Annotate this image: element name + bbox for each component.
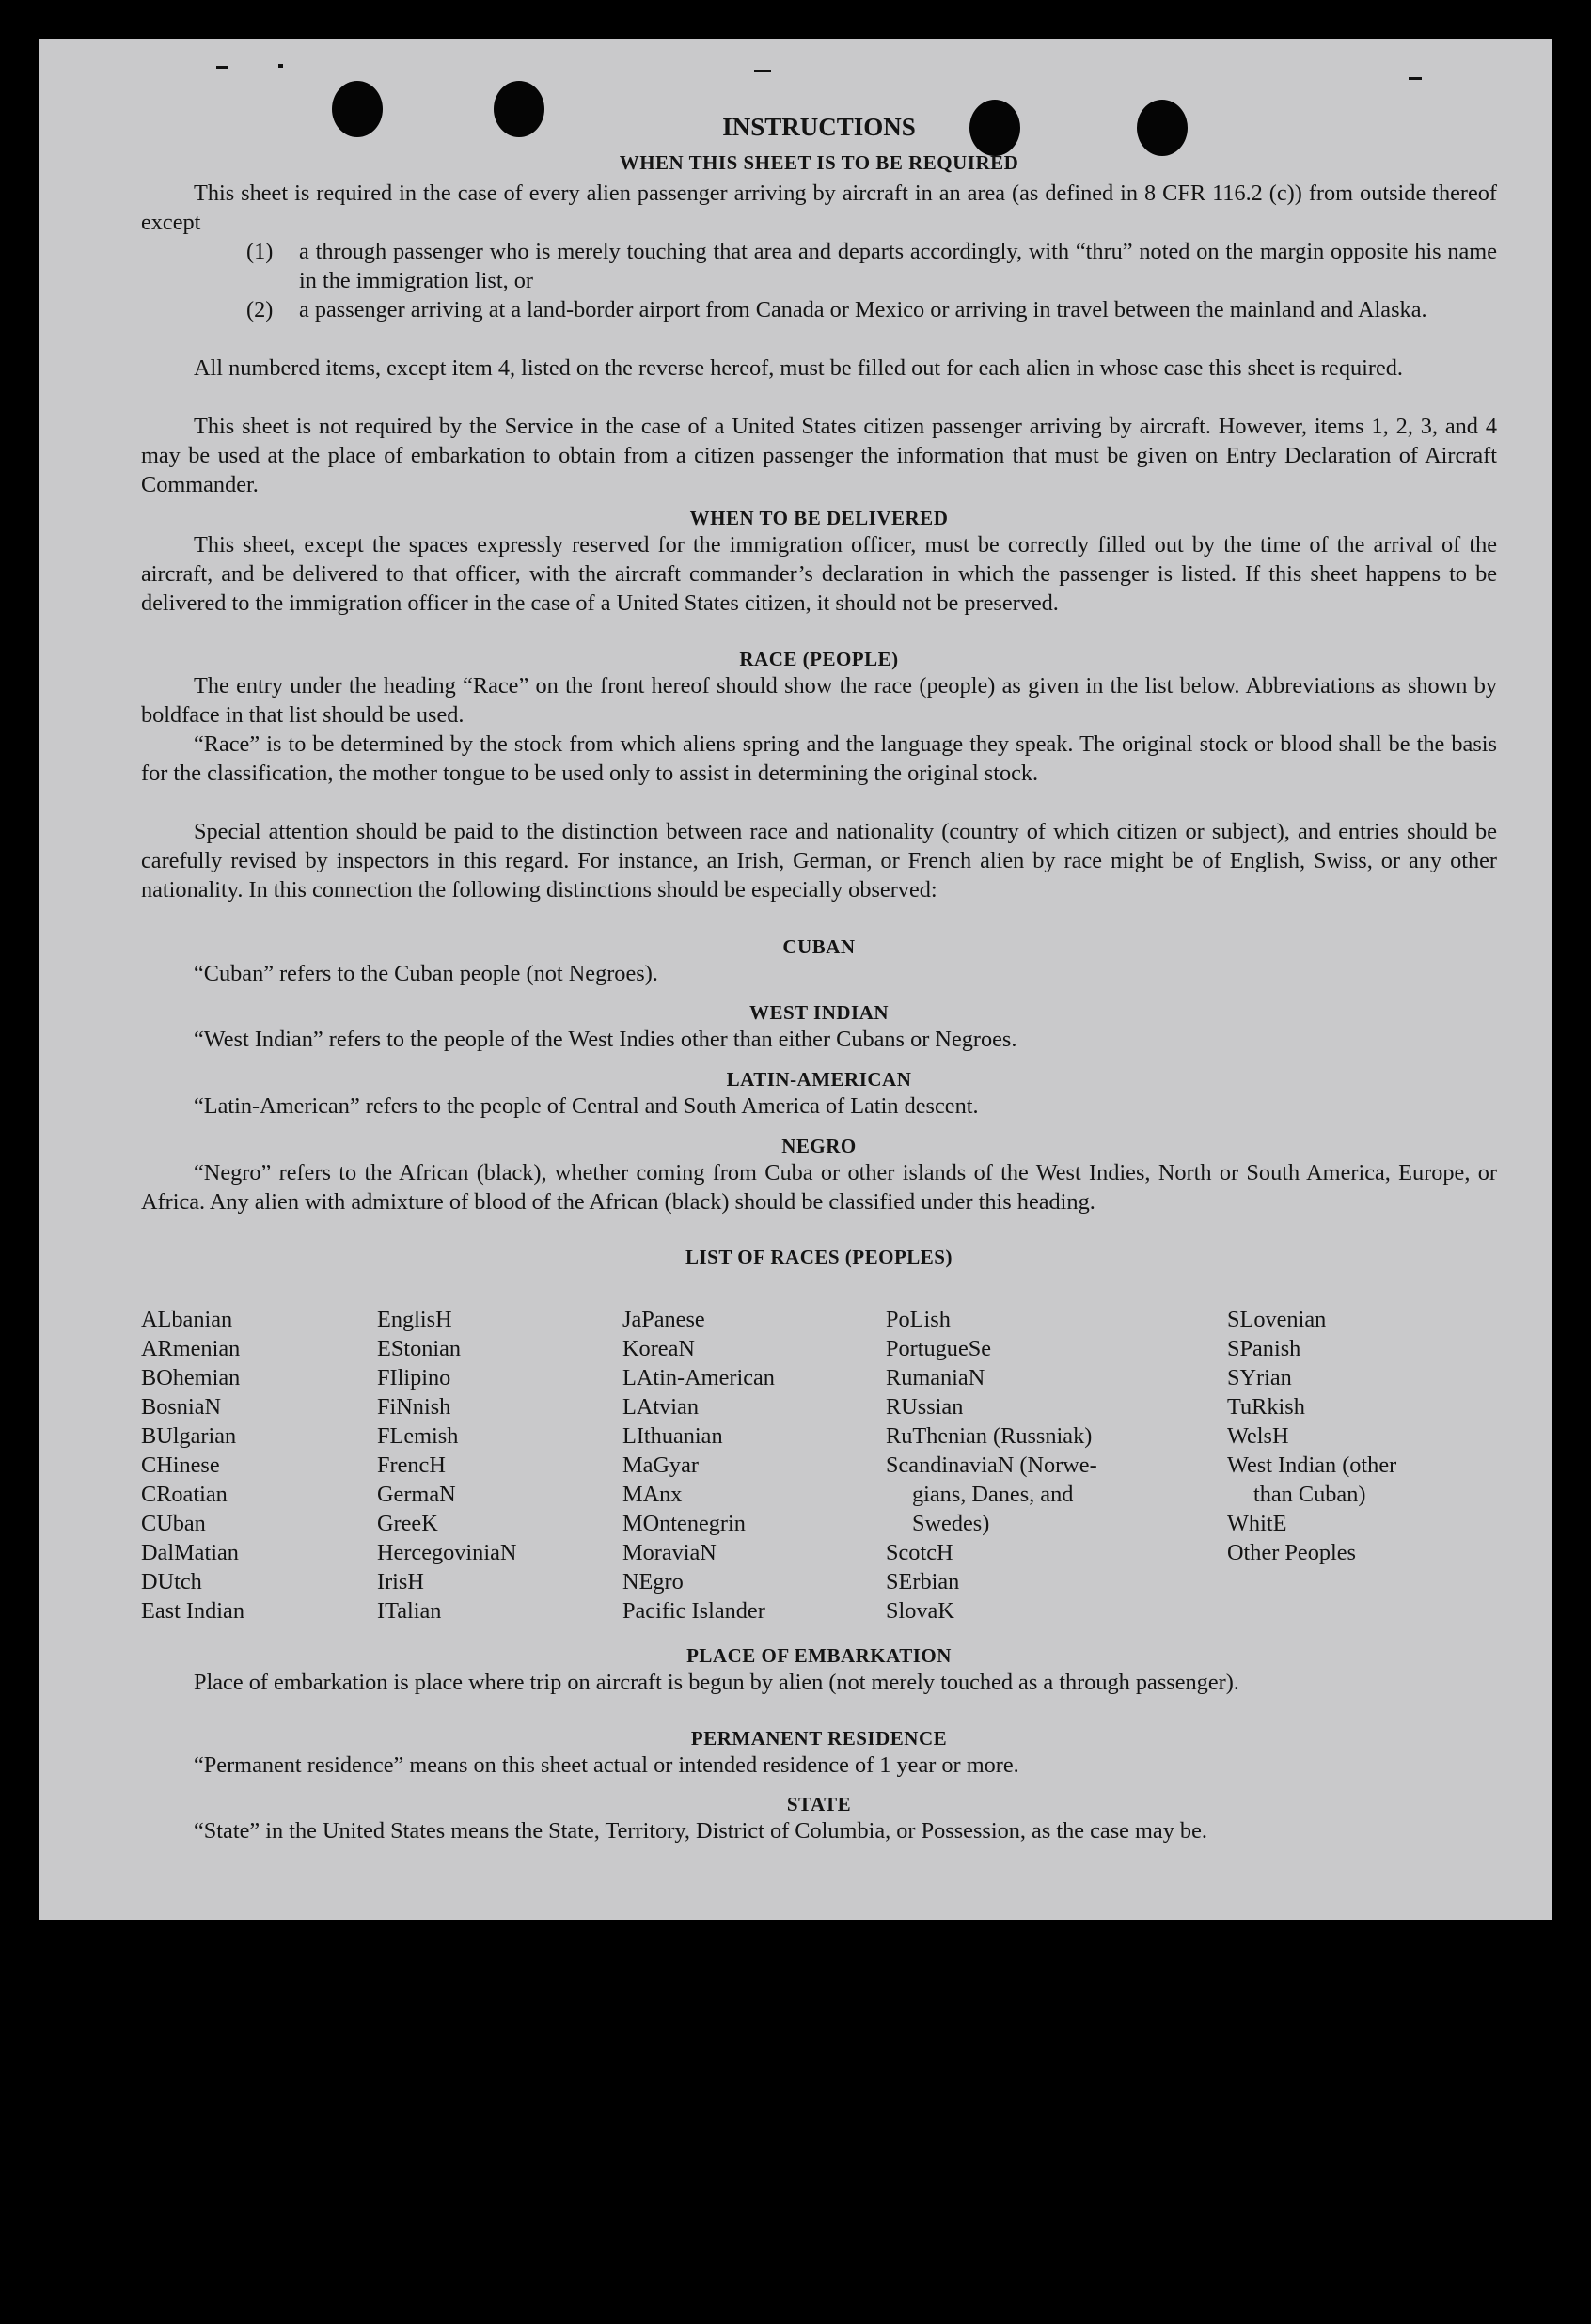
list-item: LIthuanian <box>622 1423 723 1449</box>
list-item: EStonian <box>377 1336 462 1361</box>
paragraph: “Negro” refers to the African (black), whether coming from Cuba or other islands of the West Indies, North or South America, Europe, or Africa. Any alien with admixture of blood of the African (black) should be classified under this heading. <box>141 1160 1497 1215</box>
paragraph: Special attention should be paid to the distinction between race and nationality (country of which citizen or subject), and entries should be carefully revised by inspectors in this regard. For instance, an Irish, German, or French alien by race might be of English, Swiss, or any other nationality. In this connection the following distinctions should be especially observed: <box>141 819 1497 903</box>
paragraph: Place of embarkation is place where trip on aircraft is begun by alien (not merely touched as a through passenger). <box>194 1670 1239 1695</box>
list-item: WelsH <box>1227 1423 1289 1449</box>
list-item: GreeK <box>377 1511 438 1536</box>
list-item: SLovenian <box>1227 1307 1327 1332</box>
list-item: CRoatian <box>141 1482 228 1507</box>
heading-cuban: CUBAN <box>782 935 856 958</box>
list-item: CUban <box>141 1511 206 1536</box>
page-title: INSTRUCTIONS <box>722 113 916 141</box>
list-item: SErbian <box>886 1569 960 1594</box>
list-item: CHinese <box>141 1452 220 1478</box>
heading-latin-american: LATIN-AMERICAN <box>726 1068 912 1091</box>
speck <box>216 66 228 69</box>
paragraph: “Latin-American” refers to the people of Central and South America of Latin descent. <box>194 1093 979 1119</box>
list-item: ALbanian <box>141 1307 233 1332</box>
list-item: BosniaN <box>141 1394 222 1420</box>
speck <box>278 64 283 68</box>
races-column-5 <box>1227 1305 1396 1567</box>
list-item: SPanish <box>1227 1336 1301 1361</box>
list-item: FLemish <box>377 1423 459 1449</box>
paragraph: “West Indian” refers to the people of the West Indies other than either Cubans or Negroes. <box>194 1027 1017 1052</box>
list-item: WhitE <box>1227 1511 1287 1536</box>
list-item: Swedes) <box>912 1511 990 1536</box>
heading-list-of-races: LIST OF RACES (PEOPLES) <box>685 1246 953 1268</box>
list-item: TuRkish <box>1227 1394 1305 1420</box>
paragraph: “State” in the United States means the State, Territory, District of Columbia, or Possession, as the case may be. <box>194 1818 1207 1844</box>
list-item: FrencH <box>377 1452 446 1478</box>
races-column-4 <box>886 1305 1097 1625</box>
heading-state: STATE <box>786 1793 852 1815</box>
heading-when-required: WHEN THIS SHEET IS TO BE REQUIRED <box>619 151 1019 174</box>
races-column-2 <box>377 1305 516 1625</box>
heading-west-indian: WEST INDIAN <box>748 1001 890 1024</box>
list-item: MoraviaN <box>622 1540 717 1565</box>
paragraph: The entry under the heading “Race” on the front hereof should show the race (people) as given in the list below. Abbreviations as shown by boldface in that list should be used. <box>141 673 1497 728</box>
list-item: Other Peoples <box>1227 1540 1356 1565</box>
speck <box>754 70 771 72</box>
list-item: RumaniaN <box>886 1365 985 1390</box>
paragraph: “Race” is to be determined by the stock from which aliens spring and the language they speak. The original stock or blood shall be the basis for the classification, the mother tongue to be used only to assist in determining the original stock. <box>141 731 1497 786</box>
list-item: BUlgarian <box>141 1423 237 1449</box>
heading-place-of-embarkation: PLACE OF EMBARKATION <box>686 1644 952 1667</box>
races-column-1 <box>141 1305 244 1625</box>
list-item: LAtvian <box>622 1394 699 1420</box>
speck <box>1409 77 1422 80</box>
list-item: NEgro <box>622 1569 684 1594</box>
list-item: DalMatian <box>141 1540 239 1565</box>
list-item: SlovaK <box>886 1598 954 1624</box>
list-item: RuThenian (Russniak) <box>886 1423 1093 1449</box>
paragraph: This sheet, except the spaces expressly reserved for the immigration officer, must be correctly filled out by the time of the arrival of the aircraft, and be delivered to that officer, with the aircraft commander’s declaration in which the passenger is listed. If this sheet happens to be delivered to the immigration officer in the case of a United States citizen, it should not be preserved. <box>141 532 1497 616</box>
list-item: HercegoviniaN <box>377 1540 517 1565</box>
list-item: Pacific Islander <box>622 1598 765 1624</box>
document-sheet: INSTRUCTIONS WHEN THIS SHEET IS TO BE REQUIRED This sheet is required in the case of every alien passenger arriving by aircraft in an area (as defined in 8 CFR 116.2 (c)) from outside thereof except (1) a through passenger who is merely touching that area and departs accordingly, with “thru” noted on the margin opposite his name in the immigration list, or (2) a passenger arriving at a land-border airport from Canada or Mexico or arriving in travel between the mainland and Alaska. All numbered items, except item 4, listed on the reverse hereof, must be filled out for each alien in whose case this sheet is required. This sheet is not required by the Service in the case of a United States citizen passenger arriving by aircraft. However, items 1, 2, 3, and 4 may be used at the place of embarkation to obtain from a citizen passenger the information that must be given on Entry Declaration of Aircraft Commander. WHEN TO BE DELIVERED This sheet, except the spaces expressly reserved for the immigration officer, must be correctly filled out by the time of the arrival of the aircraft, and be delivered to that officer, with the aircraft commander’s declaration in which the passenger is listed. If this sheet happens to be delivered to the immigration officer in the case of a United States citizen, it should not be preserved. RACE (PEOPLE) The entry under the heading “Race” on the front hereof should show the race (people) as given in the list below. Abbreviations as shown by boldface in that list should be used. “Race” is to be determined by the stock from which aliens spring and the language they speak. The original stock or blood shall be the basis for the classification, the mother tongue to be used only to assist in determining the original stock. Special attention should be paid to the distinction between race and nationality (country of which citizen or subject), and entries should be carefully revised by inspectors in this regard. For instance, an Irish, German, or French alien by race might be of English, Swiss, or any other nationality. In this connection the following distinctions should be especially observed: CUBAN “Cuban” refers to the Cuban people (not Negroes). WEST INDIAN “West Indian” refers to the people of the West Indies other than either Cubans or Negroes. LATIN-AMERICAN “Latin-American” refers to the people of Central and South America of Latin descent. NEGRO “Negro” refers to the African (black), whether coming from Cuba or other islands of the West Indies, North or South America, Europe, or Africa. Any alien with admixture of blood of the African (black) should be classified under this heading. LIST OF RACES (PEOPLES) ALbanian ARmenian BOhemian BosniaN BUlgarian CHinese CRoatian CUban DalMatian DUtch East Indian EnglisH EStonian FIlipino FiNnish FLemish FrencH GermaN GreeK HercegoviniaN IrisH ITalian JaPanese KoreaN LAtin-American LAtvian LIthuanian MaGyar MAnx MOntenegrin MoraviaN NEgro Pacific Islander PoLish PortugueSe RumaniaN RUssian RuThenian (Russniak) ScandinaviaN (Norwe- gians, Danes, and Swedes) ScotcH SErbian SlovaK SLovenian SPanish SYrian TuRkish WelsH West Indian (other than Cuban) WhitE Other Peoples PLACE OF EMBARKATION Place of embarkation is place where trip on aircraft is begun by alien (not merely touched as a through passenger). PERMANENT RESIDENCE “Permanent residence” means on this sheet actual or intended residence of 1 year or more. STATE “State” in the United States means the State, Territory, District of Columbia, or Possession, as the case may be. <box>39 39 1552 1920</box>
list-item: ScotcH <box>886 1540 953 1565</box>
list-item: SYrian <box>1227 1365 1292 1390</box>
list-item: ITalian <box>377 1598 442 1624</box>
paragraph: This sheet is not required by the Service in the case of a United States citizen passenger arriving by aircraft. However, items 1, 2, 3, and 4 may be used at the place of embarkation to obtain from a citizen passenger the information that must be given on Entry Declaration of Aircraft Commander. <box>141 414 1497 497</box>
heading-race: RACE (PEOPLE) <box>739 648 899 670</box>
paragraph: All numbered items, except item 4, listed on the reverse hereof, must be filled out for each alien in whose case this sheet is required. <box>194 355 1403 381</box>
paragraph: This sheet is required in the case of every alien passenger arriving by aircraft in an area (as defined in 8 CFR 116.2 (c)) from outside thereof except <box>141 181 1497 235</box>
list-item: JaPanese <box>622 1307 705 1332</box>
list-item: FIlipino <box>377 1365 451 1390</box>
list-item: than Cuban) <box>1253 1482 1366 1507</box>
list-item: GermaN <box>377 1482 456 1507</box>
list-item: PoLish <box>886 1307 951 1332</box>
heading-negro: NEGRO <box>781 1135 857 1157</box>
paragraph: “Permanent residence” means on this sheet actual or intended residence of 1 year or more. <box>194 1752 1019 1778</box>
list-item: PortugueSe <box>886 1336 992 1361</box>
list-item: ScandinaviaN (Norwe- <box>886 1452 1097 1478</box>
races-column-3 <box>622 1305 775 1625</box>
heading-when-delivered: WHEN TO BE DELIVERED <box>689 507 949 529</box>
list-item: IrisH <box>377 1569 424 1594</box>
list-item: MOntenegrin <box>622 1511 746 1536</box>
list-item: RUssian <box>886 1394 964 1420</box>
list-item: West Indian (other <box>1227 1452 1397 1478</box>
heading-permanent-residence: PERMANENT RESIDENCE <box>690 1727 948 1750</box>
list-item: KoreaN <box>622 1336 695 1361</box>
paragraph: “Cuban” refers to the Cuban people (not Negroes). <box>194 961 658 986</box>
list-item: MaGyar <box>622 1452 699 1478</box>
list-item: gians, Danes, and <box>912 1482 1074 1507</box>
list-item: LAtin-American <box>622 1365 775 1390</box>
list-item: DUtch <box>141 1569 202 1594</box>
list-item: MAnx <box>622 1482 683 1507</box>
list-item: ARmenian <box>141 1336 241 1361</box>
list-item: FiNnish <box>377 1394 451 1420</box>
list-item: EnglisH <box>377 1307 452 1332</box>
list-item: BOhemian <box>141 1365 241 1390</box>
list-item: East Indian <box>141 1598 244 1624</box>
